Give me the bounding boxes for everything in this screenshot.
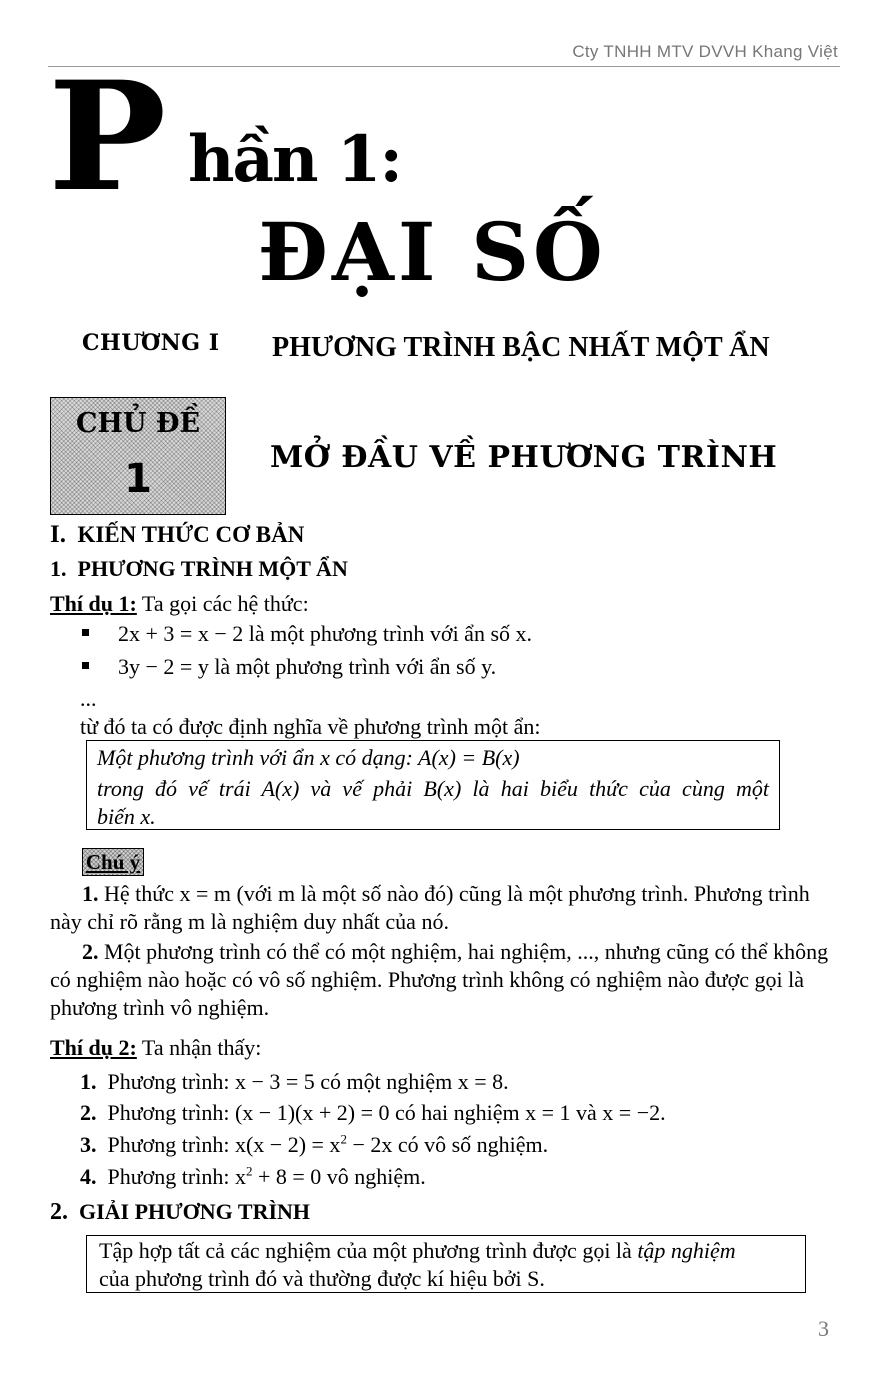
- item-number: 4.: [80, 1164, 97, 1189]
- exponent: 2: [245, 1163, 253, 1179]
- running-header: Cty TNHH MTV DVVH Khang Việt: [572, 42, 838, 61]
- note-2-continuation: phương trình vô nghiệm.: [50, 995, 270, 1020]
- solution-set-box: [86, 1235, 806, 1293]
- chapter-title: PHƯƠNG TRÌNH BẬC NHẤT MỘT ẨN: [272, 332, 770, 363]
- item-number: 3.: [80, 1132, 97, 1157]
- note-paragraph-2: [82, 939, 828, 965]
- example-1-item: 3y − 2 = y là một phương trình với ẩn số y.: [118, 654, 497, 679]
- section-title: KIẾN THỨC CƠ BẢN: [77, 522, 305, 547]
- subsection-heading-2: [50, 1199, 310, 1226]
- subsection-title: GIẢI PHƯƠNG TRÌNH: [79, 1199, 311, 1224]
- page-number: 3: [818, 1316, 829, 1341]
- item-text: − 2x có vô số nghiệm.: [346, 1132, 549, 1157]
- solution-set-line: [99, 1238, 736, 1264]
- item-text: Phương trình: x − 3 = 5 có một nghiệm x = 8.: [107, 1069, 509, 1094]
- bullet-icon: [82, 662, 89, 669]
- example-2-item: [80, 1131, 548, 1159]
- example-2-label: Thí dụ 2:: [50, 1035, 137, 1060]
- example-1-item: 2x + 3 = x − 2 là một phương trình với ẩn số x.: [118, 621, 533, 646]
- definition-line: Một phương trình với ẩn x có dạng: A(x) = B(x): [97, 745, 520, 770]
- example-1-conclusion: từ đó ta có được định nghĩa về phương trình một ẩn:: [80, 714, 541, 739]
- topic-badge: [50, 397, 226, 515]
- topic-number: 1: [124, 456, 152, 502]
- example-1-intro-text: Ta gọi các hệ thức:: [136, 591, 309, 616]
- example-2-item: [80, 1099, 666, 1127]
- subsection-number: 2.: [50, 1199, 68, 1225]
- item-text: Phương trình: (x − 1)(x + 2) = 0 có hai nghiệm x = 1 và x = −2.: [107, 1100, 666, 1125]
- item-text: Phương trình: x(x − 2) = x: [107, 1132, 341, 1157]
- ellipsis: ...: [80, 686, 97, 711]
- note-paragraph-1: [82, 881, 810, 907]
- chapter-label: CHƯƠNG I: [82, 330, 220, 356]
- definition-line: biến x.: [97, 804, 156, 829]
- part-title: hần 1:: [188, 122, 401, 197]
- note-1-number: 1.: [82, 881, 99, 906]
- note-label: Chú ý: [82, 848, 144, 876]
- subsection-number: 1.: [50, 556, 67, 581]
- solution-set-term: tập nghiệm: [637, 1238, 736, 1263]
- definition-line: trong đó vế trái A(x) và vế phải B(x) là hai biểu thức của cùng một: [97, 776, 769, 801]
- topic-label: CHỦ ĐỀ: [75, 408, 201, 439]
- header-divider: [48, 66, 840, 67]
- example-2-item: [80, 1163, 426, 1191]
- note-2-number: 2.: [82, 939, 99, 964]
- subject-title: ĐẠI SỐ: [258, 205, 607, 299]
- solution-set-line: của phương trình đó và thường được kí hiệu bởi S.: [99, 1266, 545, 1291]
- topic-title: MỞ ĐẦU VỀ PHƯƠNG TRÌNH: [270, 440, 778, 475]
- item-text: Phương trình: x: [107, 1164, 246, 1189]
- item-number: 1.: [80, 1069, 97, 1094]
- note-1-text: Hệ thức x = m (với m là một số nào đó) cũng là một phương trình. Phương trình: [98, 881, 810, 906]
- part-initial-letter: P: [48, 49, 167, 225]
- exponent: 2: [340, 1131, 347, 1147]
- section-numeral: I.: [50, 521, 66, 548]
- example-1-intro: [50, 590, 309, 618]
- example-1-label: Thí dụ 1:: [50, 591, 137, 616]
- bullet-icon: [82, 629, 89, 636]
- subsection-title: PHƯƠNG TRÌNH MỘT ẨN: [77, 556, 348, 581]
- item-text: + 8 = 0 vô nghiệm.: [252, 1164, 426, 1189]
- note-2-continuation: có nghiệm nào hoặc có vô số nghiệm. Phương trình không có nghiệm nào được gọi là: [50, 967, 805, 992]
- note-2-text: Một phương trình có thể có một nghiệm, hai nghiệm, ..., nhưng cũng có thể không: [98, 939, 829, 964]
- section-heading: [50, 521, 304, 549]
- example-2-intro: [50, 1034, 261, 1062]
- solution-set-text: Tập hợp tất cả các nghiệm của một phương trình được gọi là: [99, 1238, 638, 1263]
- example-2-item: [80, 1068, 509, 1096]
- example-2-intro-text: Ta nhận thấy:: [136, 1035, 262, 1060]
- subsection-heading: [50, 556, 348, 582]
- note-1-continuation: này chỉ rõ rằng m là nghiệm duy nhất của nó.: [50, 909, 449, 934]
- definition-box: [86, 740, 780, 830]
- item-number: 2.: [80, 1100, 97, 1125]
